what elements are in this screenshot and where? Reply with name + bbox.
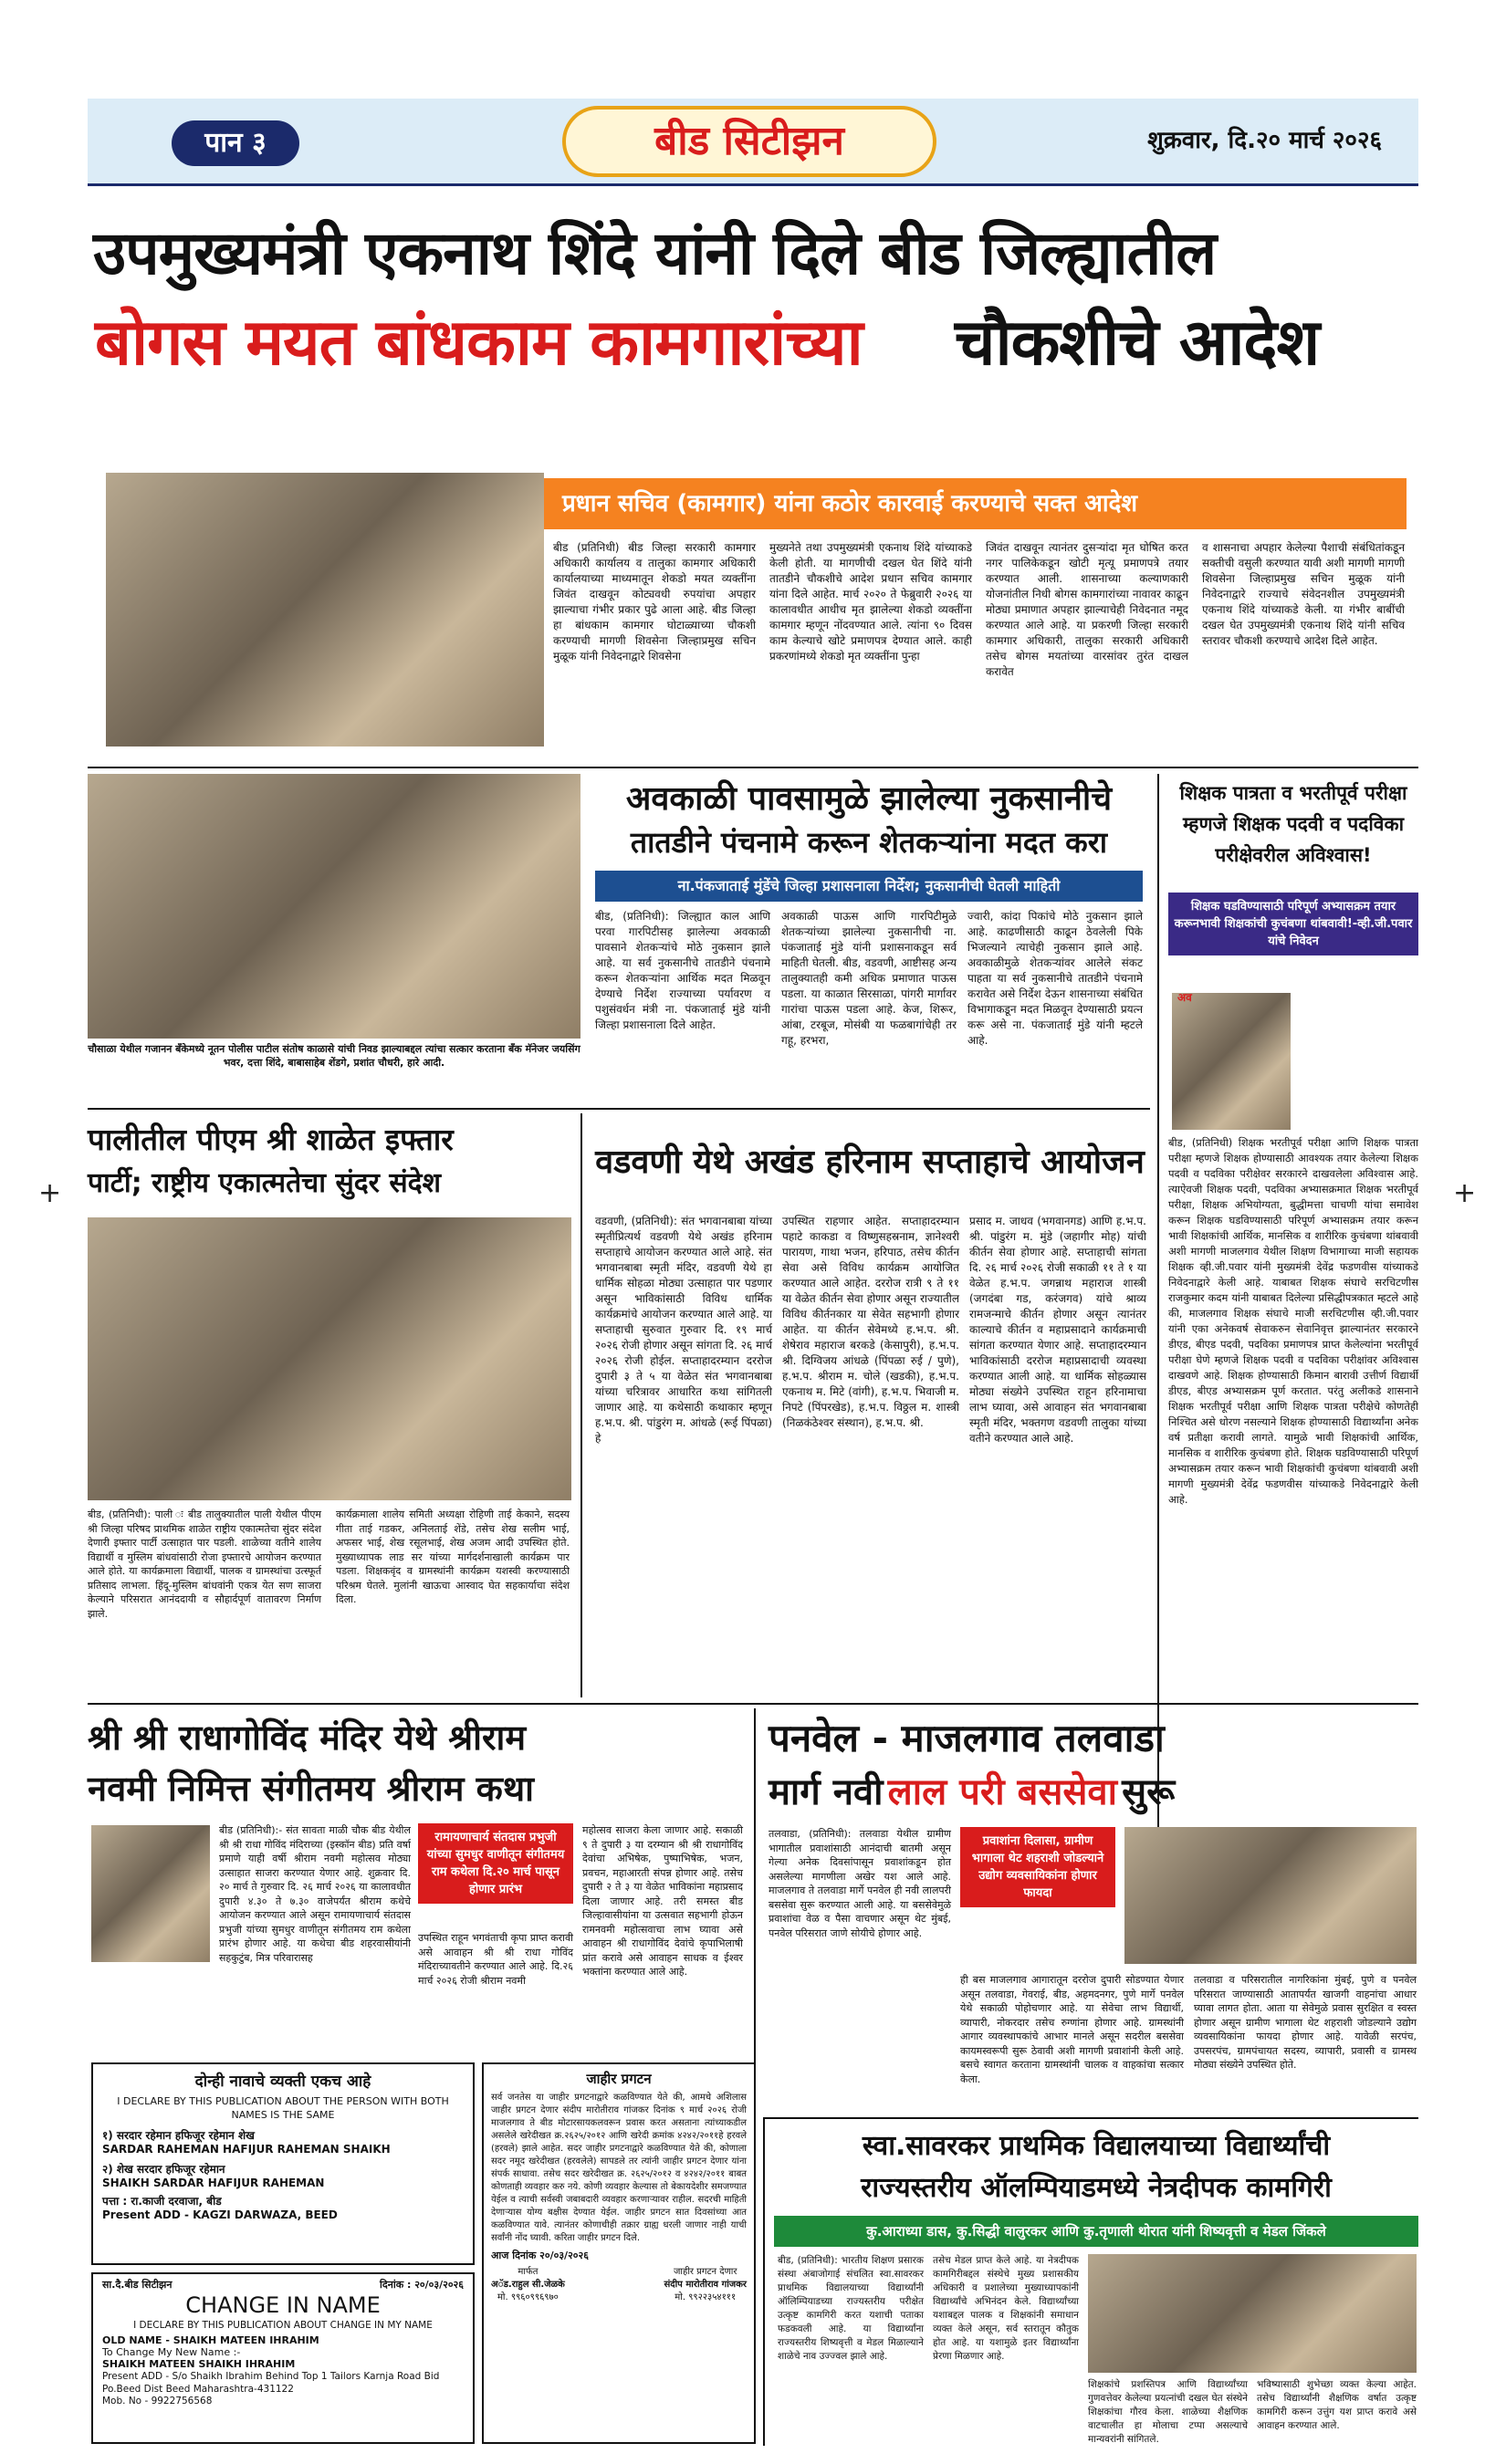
notice1-name1-label: १) सरदार रहेमान हफिजूर रहेमान शेख xyxy=(102,2129,255,2142)
savarkar-col-4: भविष्यासाठी शुभेच्छा व्यक्त केल्या आहेत. तसेच विद्यार्थ्यांनी शैक्षणिक वर्षात उत्कृष्ट कामगिरी करून उत्तुंग यश प्राप्त करावे असे आवाहन करण्यात आले. xyxy=(1257,2379,1417,2431)
notice2-header xyxy=(102,2278,464,2292)
notice1-name2-label: २) शेख सरदार हफिजूर रहेमान xyxy=(102,2163,225,2176)
rain-subhead: ना.पंकजाताई मुंडेंचे जिल्हा प्रशासनाला निर्देश; नुकसानीची घेतली माहिती xyxy=(595,871,1143,902)
notice-public-announcement xyxy=(482,2062,756,2444)
vadvani-story xyxy=(580,1113,1150,1697)
notice4-date: आज दिनांक २०/०३/२०२६ xyxy=(491,2250,589,2261)
notice4-sign1 xyxy=(491,2266,565,2304)
notice2-new: SHAIKH MATEEN SHAIKH IHRAHIM xyxy=(102,2358,296,2370)
notice4-sign1-label: मार्फत xyxy=(518,2267,539,2277)
savarkar-photo xyxy=(1088,2254,1417,2373)
savarkar-subhead: कु.आराध्या डास, कु.सिद्धी वालुरकर आणि कु.तृणाली थोरात यांनी शिष्यवृत्ती व मेडल जिंकले xyxy=(774,2216,1418,2247)
pali-col-1: बीड, (प्रतिनिधी): पाली ः बीड तालुक्यातील पाली येथील पीएम श्री जिल्हा परिषद प्राथमिक शाळेत राष्ट्रीय एकात्मतेचा सुंदर संदेश देणारी इफ्तार पार्टी उत्साहात पार पडली. शाळेच्या वतीने शालेय विद्यार्थी व मुस्लिम बांधवांसाठी रोजा इफ्तारचे आयोजन करण्यात आले होते. या कार्यक्रमाला विद्यार्थी, पालक व ग्रामस्थांचा उत्स्फूर्त प्रतिसाद लाभला. हिंदू-मुस्लिम बांधवांनी एकत्र येत सण साजरा केल्याने परिसरात आनंददायी व सौहार्दपूर्ण वातावरण निर्माण झाले. xyxy=(88,1509,321,1620)
notice-same-person xyxy=(91,2062,475,2265)
teacher-subhead: शिक्षक घडविण्यासाठी परिपूर्ण अभ्यासक्रम तयार करूनभावी शिक्षकांची कुचंबणा थांबवावी!-व्ही.जी.पवार यांचे निवेदन xyxy=(1168,893,1418,955)
notice-change-in-name xyxy=(91,2272,475,2444)
notice2-title: CHANGE IN NAME xyxy=(185,2292,381,2318)
notice2-declaration: I DECLARE BY THIS PUBLICATION ABOUT CHANGE IN MY NAME xyxy=(133,2320,433,2331)
lead-columns xyxy=(553,540,1407,750)
rain-col-3: ज्वारी, कांदा पिकांचे मोठे नुकसान झाले आहे. काढणीसाठी काढून ठेवलेली पिके भिजल्याने त्याचेही नुकसान झाले आहे. अवकाळीमुळे शेतकऱ्यांवर आलेले संकट पाहता या सर्व नुकसानीचे तातडीने पंचनामे करावेत असे निर्देश देऊन शासनाच्या संबंधित विभागाकडून मदत मिळवून देण्यासाठी प्रयत्न करू असे ना. पंकजाताई मुंडे यांनी म्हटले आहे. xyxy=(967,910,1143,1047)
panvel-col-2: ही बस माजलगाव आगारातून दररोज दुपारी सोडण्यात येणार असून तलवाडा, गेवराई, बीड, अहमदनगर, पुणे मार्गे पनवेल येथे सकाळी पोहोचणार आहे. या सेवेचा लाभ विद्यार्थी, व्यापारी, नोकरदार तसेच रुग्णांना होणार आहे. ग्रामस्थांनी आगार व्यवस्थापकांचे आभार मानले असून सदरील बससेवा कायमस्वरूपी सुरू ठेवावी अशी मागणी प्रवाशांनी केली आहे. बसचे स्वागत करताना ग्रामस्थांनी चालक व वाहकांचा सत्कार केला. xyxy=(960,1974,1184,2085)
teacher-photo xyxy=(1172,993,1291,1130)
lead-col-4: व शासनाचा अपहार केलेल्या पैशाची संबंधितांकडून सक्तीची वसुली करण्यात यावी अशी मागणी मागणी शिवसेना जिल्हाप्रमुख सचिन मुळूक यांनी निवेदनाद्वारे राज्याचे संवेदनशील उपमुख्यमंत्री एकनाथ शिंदे यांच्याकडे केली. या गंभीर बाबींची दखल घेत उपमुख्यमंत्री एकनाथ शिंदे यांनी सचिव स्तरावर चौकशी करण्याचे आदेश दिले आहेत. xyxy=(1202,541,1405,647)
lead-headline-line2b: चौकशीचे आदेश xyxy=(955,305,1320,380)
divider xyxy=(88,1703,1418,1705)
panvel-headline-line2b: लाल परी बससेवा xyxy=(887,1771,1118,1813)
panvel-headline-line2c: सुरू xyxy=(1122,1771,1176,1813)
panvel-photo xyxy=(1124,1827,1417,1964)
pali-headline-line1: पालीतील पीएम श्री शाळेत इफ्तार xyxy=(88,1122,454,1157)
page-label: पान ३ xyxy=(172,120,299,166)
notice4-sign2 xyxy=(664,2266,748,2304)
panvel-headline-line2 xyxy=(769,1767,1418,1818)
radha-col-2: उपस्थित राहून भगवंताची कृपा प्राप्त करावी असे आवाहन श्री श्री राधा गोविंद मंदिराच्यावतीने करण्यात आले आहे. दि.२६ मार्च २०२६ रोजी श्रीराम नवमी xyxy=(418,1932,573,1987)
notice4-body: सर्व जनतेस या जाहीर प्रगटनाद्वारे कळविण्यात येते की, आमचे अशिलास जाहीर प्रगटन देणार संदीप मारोतीराव गांजकर दिनांक ९ मार्च २०२६ रोजी माजलगाव ते बीड मोटारसायकलवरून प्रवास करत असताना त्यांच्याकडील असलेले खरेदीखत क्र.२६२५/२०१२ आणि खरेदी क्रमांक ४२४२/२०११हे हरवले (हरवले) झाले आहेत. सदर जाहीर प्रगटनाद्वारे कळविण्यात येते की, कोणाला सदर नमूद खरेदीखत (हरवलेले) सापडले तर त्यांनी जाहीर प्रगटन देणार यांना संपर्क साधावा. तसेच सदर खरेदीखत क्र. २६२५/२०१२ व ४२४२/२०११ बाबत कोणताही व्यवहार करु नये. कोणी व्यवहार केल्यास तो बेकायदेशीर समजण्यात येईल व त्याची सर्वस्वी जबाबदारी व्यवहार करणाऱ्यावर राहील. सदरची माहिती देणाऱ्यास योग्य बक्षीस देण्यात येईल. जाहीर प्रगटन सात दिवसांच्या आत कळविण्यात यावे. त्यानंतर कोणाचीही तक्रार ग्राह्य धरली जाणार नाही याची सर्वांनी नोंद घ्यावी. करिता जाहीर प्रगटन दिले. xyxy=(491,2093,747,2243)
rain-caption: चौसाळा येथील गजानन बँकेमध्ये नूतन पोलीस पाटील संतोष काळासे यांची निवड झाल्याबद्दल त्यांचा सत्कार करताना बँक मॅनेजर जयसिंग भवर, दत्ता शिंदे, बाबासाहेब शेंडगे, प्रशांत चौधरी, हारे आदी. xyxy=(88,1043,580,1069)
rain-headline-line1: अवकाळी पावसामुळे झालेल्या नुकसानीचे xyxy=(625,780,1113,818)
lead-headline-line2a: बोगस मयत बांधकाम कामगारांच्या xyxy=(95,305,863,380)
notice1-place: पत्ता : रा.काजी दरवाजा, बीड xyxy=(102,2195,222,2208)
vadvani-col-1: वडवणी, (प्रतिनिधी): संत भगवानबाबा यांच्या स्मृतीप्रित्यर्थ वडवणी येथे अखंड हरिनाम सप्ताहाचे आयोजन करण्यात आले आहे. संत भगवानबाबा स्मृती मंदिर, वडवणी येथे हा धार्मिक सोहळा मोठ्या उत्साहात पार पडणार असून भाविकांसाठी विविध धार्मिक कार्यक्रमांचे आयोजन करण्यात आले आहे. या सप्ताहाची सुरुवात गुरुवार दि. १९ मार्च २०२६ रोजी होणार असून सांगता दि. २६ मार्च २०२६ रोजी होईल. सप्ताहादरम्यान दररोज दुपारी ३ ते ५ या वेळेत संत भगवानबाबा यांच्या चरित्रावर आधारित कथा सांगितली जाणार आहे. या कथेसाठी कथाकार म्हणून ह.भ.प. श्री. पांडुरंग म. आंधळे (रूई पिंपळा) हे xyxy=(595,1215,772,1445)
notice2-new-label: To Change My New Name :- xyxy=(102,2346,241,2358)
notice4-sign2-name: संदीप मारोतीराव गांजकर xyxy=(664,2280,747,2290)
radha-headline-line1: श्री श्री राधागोविंद मंदिर येथे श्रीराम xyxy=(88,1717,527,1758)
teacher-body: बीड, (प्रतिनिधी) शिक्षक भरतीपूर्व परीक्षा आणि शिक्षक पात्रता परीक्षा म्हणजे शिक्षक होण्यासाठी आवश्यक तयार केलेल्या शिक्षक पदवी व पदविका परीक्षेवर सरकारने दाखवलेला अविश्वास आहे. त्याऐवजी शिक्षक पदवी, पदविका अभ्यासक्रमात शिक्षक भरतीपूर्व परीक्षा, शिक्षक अभियोग्यता, बुद्धीमत्ता चाचणी यांचा समावेश करून शिक्षक घडविण्यासाठी परिपूर्ण अभ्यासक्रम तयार करून भावी शिक्षकांची आर्थिक, मानसिक व शारीरिक कुचंबणा थांबवावी अशी मागणी माजलगाव येथील शिक्षण विभागाच्या माजी सहायक शिक्षक व्ही.जी.पवार यांनी मुख्यमंत्री देवेंद्र फडणवीस यांच्याकडे निवेदनाद्वारे केली आहे. याबाबत शिक्षक संघाचे सरचिटणीस राजकुमार कदम यांनी याबाबत दिलेल्या प्रसिद्धीपत्रकात म्हटले आहे की, माजलगाव शिक्षक संघाचे माजी सरचिटणीस व्ही.जी.पवार यांनी एका अनेकवर्ष सेवाकरुन सेवानिवृत्त झाल्यानंतर सरकारने डीएड, बीएड पदवी, पदविका प्रमाणपत्र प्राप्त केलेल्यांना भरतीपूर्व परीक्षा घेणे म्हणजे शिक्षक पदवी व पदविका परीक्षांवर अविश्वास दाखवणे आहे. शिक्षक होण्यासाठी किमान बारावी उत्तीर्ण विद्यार्थी डीएड, बीएड अभ्यासक्रम पूर्ण करतात. परंतु अलीकडे शासनाने शिक्षक भरतीपूर्व परीक्षा आणि शिक्षक पात्रता परीक्षेचे कोणतेही निश्चित असे धोरण नसल्याने शिक्षक होण्यासाठी विद्यार्थ्यांना अनेक वर्ष प्रतीक्षा करावी लागते. यामुळे भावी शिक्षकांची आर्थिक, मानसिक व शारीरिक कुचंबणा होते. शिक्षक घडविण्यासाठी परिपूर्ण अभ्यासक्रम तयार करून भावी शिक्षकांची कुचंबणा थांबवावी अशी मागणी मुख्यमंत्री देवेंद्र फडणवीस यांच्याकडे निवेदनाद्वारे केली आहे. xyxy=(1168,1136,1418,1506)
pali-headline-line2: पार्टी; राष्ट्रीय एकात्मतेचा सुंदर संदेश xyxy=(88,1167,441,1199)
pali-photo xyxy=(88,1217,571,1500)
vadvani-col-2: उपस्थित राहणार आहेत. सप्ताहादरम्यान पहाटे काकडा व विष्णुसहस्रनाम, ज्ञानेश्वरी पारायण, गाथा भजन, हरिपाठ, तसेच कीर्तन सेवा असे विविध कार्यक्रम आयोजित करण्यात आले आहेत. दररोज रात्री ९ ते ११ या वेळेत कीर्तन सेवा होणार असून राज्यातील विविध कीर्तनकार या सेवेत सहभागी होणार आहेत. या कीर्तन सेवेमध्ये ह.भ.प. श्री. शेषेराव महाराज बरकडे (केसापुरी), ह.भ.प. श्री. दिग्विजय आंधळे (पिंपळा रुई / पुणे), ह.भ.प. श्रीराम म. चोले (खडकी), ह.भ.प. एकनाथ म. मिटे (वांगी), ह.भ.प. भिवाजी म. निपटे (पिंपरखेड), ह.भ.प. विठ्ठल म. शास्त्री (निळकंठेश्वर संस्थान), ह.भ.प. श्री. xyxy=(782,1215,959,1429)
notice1-name1: SARDAR RAHEMAN HAFIJUR RAHEMAN SHAIKH xyxy=(102,2143,391,2156)
divider xyxy=(88,767,1418,768)
teacher-photo-label: अव xyxy=(1177,991,1192,1004)
panvel-col-3: तलवाडा व परिसरातील नागरिकांना मुंबई, पुणे व पनवेल परिसरात जाण्यासाठी आतापर्यंत खाजगी वाहनांचा आधार घ्यावा लागत होता. आता या सेवेमुळे प्रवास सुरक्षित व स्वस्त होणार असून ग्रामीण भागाला थेट शहराशी जोडल्याने उद्योग व्यवसायिकांना फायदा होणार आहे. यावेळी सरपंच, उपसरपंच, ग्रामपंचायत सदस्य, व्यापारी, प्रवासी व ग्रामस्थ मोठ्या संख्येने उपस्थित होते. xyxy=(1194,1974,1417,2071)
radha-col-3: महोत्सव साजरा केला जाणार आहे. सकाळी ९ ते दुपारी ३ या दरम्यान श्री श्री राधागोविंद देवांचा अभिषेक, पुष्पाभिषेक, भजन, प्रवचन, महाआरती संपन्न होणार आहे. तसेच दुपारी २ ते ३ या वेळेत भाविकांना महाप्रसाद दिला जाणार आहे. तरी समस्त बीड जिल्हावासीयांना या उत्सवात सहभागी होऊन रामनवमी महोत्सवाचा लाभ घ्यावा असे आवाहन श्री राधागोविंद देवांचे कृपाभिलाषी प्रांत करावे असे आवाहन साधक व ईश्वर भक्तांना करण्यात आले आहे. xyxy=(582,1824,743,1978)
notice1-address: Present ADD - KAGZI DARWAZA, BEED xyxy=(102,2208,338,2221)
lead-headline-line1: उपमुख्यमंत्री एकनाथ शिंदे यांनी दिले बीड जिल्ह्यातील xyxy=(93,218,1217,288)
savarkar-col-1: बीड, (प्रतिनिधी): भारतीय शिक्षण प्रसारक संस्था अंबाजोगाई संचलित स्वा.सावरकर प्राथमिक विद्यालयाच्या विद्यार्थ्यांनी ऑलिम्पियाडच्या राज्यस्तरीय परीक्षेत उत्कृष्ट कामगिरी करत यशाची पताका फडकवली आहे. या विद्यार्थ्यांना राज्यस्तरीय शिष्यवृत्ती व मेडल मिळाल्याने शाळेचे नाव उज्ज्वल झाले आहे. xyxy=(778,2255,924,2362)
registration-mark-left: + xyxy=(38,1177,62,1209)
radha-col-1: बीड (प्रतिनिधी):- संत सावता माळी चौक बीड येथील श्री श्री राधा गोविंद मंदिराच्या (इस्कॉन बीड) प्रति वर्षा प्रमाणे याही वर्षी श्रीराम नवमी महोत्सव मोठ्या उत्साहात साजरा करण्यात येणार आहे. शुक्रवार दि. २० मार्च ते गुरुवार दि. २६ मार्च २०२६ या कालावधीत दुपारी ४.३० ते ७.३० वाजेपर्यंत श्रीराम कथेचे आयोजन करण्यात आले असून रामायणाचार्य संतदास प्रभुजी यांच्या सुमधुर वाणीतून संगीतमय राम कथेला प्रारंभ होणार आहे. या कथेचा बीड शहरवासीयांनी सहकुटुंब, मित्र परिवारासह xyxy=(219,1824,411,1964)
radha-story xyxy=(88,1708,745,2055)
notice2-mobile: Mob. No - 9922756568 xyxy=(102,2396,213,2407)
savarkar-col-3: शिक्षकांचे प्रशस्तिपत्र आणि विद्यार्थ्यांच्या गुणवत्तेवर केलेल्या प्रयत्नांची दखल घेत संस्थेने शिक्षकांचा गौरव केला. शाळेच्या शैक्षणिक वाटचालीत हा मोलाचा टप्पा असल्याचे मान्यवरांनी सांगितले. xyxy=(1088,2379,1248,2445)
panvel-headline-line2a: मार्ग नवी xyxy=(769,1771,884,1813)
panvel-headline-line1: पनवेल - माजलगाव तलवाडा xyxy=(769,1716,1165,1760)
masthead xyxy=(88,99,1418,186)
notice2-old: OLD NAME - SHAIKH MATEEN IHRAHIM xyxy=(102,2334,319,2346)
notice4-sign2-label: जाहीर प्रगटन देणार xyxy=(674,2267,737,2277)
notice4-sign2-phone: मो. ९९२२३५४१११ xyxy=(675,2292,737,2302)
notice1-title: दोन्ही नावाचे व्यक्ती एकच आहे xyxy=(194,2072,371,2091)
rain-col-1: बीड, (प्रतिनिधी): जिल्ह्यात काल आणि परवा गारपिटीसह झालेल्या अवकाळी पावसाने शेतकऱ्यांचे मोठे नुकसान झाले आहे. या सर्व नुकसानीचे तातडीने पंचनामे करून शेतकऱ्यांना आर्थिक मदत मिळवून देण्याचे निर्देश राज्याच्या पर्यावरण व पशुसंवर्धन मंत्री ना. पंकजाताई मुंडे यांनी जिल्हा प्रशासनाला दिले आहेत. xyxy=(595,910,770,1031)
vadvani-col-3: प्रसाद म. जाधव (भगवानगड) आणि ह.भ.प. श्री. पांडुरंग म. मुंडे (जहागीर मोह) यांची कीर्तन सेवा होणार आहे. सप्ताहाची सांगता दि. २६ मार्च २०२६ रोजी सकाळी ११ ते १ या वेळेत ह.भ.प. जगन्नाथ महाराज शास्त्री (जगदंबा गड, करंजगव) यांचे श्राव्य रामजन्माचे कीर्तन होणार असून त्यानंतर काल्याचे कीर्तन व महाप्रसादाने कार्यक्रमाची सांगता करण्यात येणार आहे. सप्ताहादरम्यान भाविकांसाठी दररोज महाप्रसादाची व्यवस्था करण्यात आली आहे. या धार्मिक सोहळ्यास मोठ्या संख्येने उपस्थित राहून हरिनामाचा लाभ घ्यावा, असे आवाहन संत भगवानबाबा स्मृती मंदिर, भक्तगण वडवणी तालुका यांच्या वतीने करण्यात आले आहे. xyxy=(969,1215,1146,1445)
panvel-col-1: तलवाडा, (प्रतिनिधी): तलवाडा येथील ग्रामीण भागातील प्रवाशांसाठी आनंदाची बातमी असून गेल्या अनेक दिवसांपासून प्रवाशांकडून होत असलेल्या मागणीला अखेर यश आले आहे. माजलगाव ते तलवाडा मार्गे पनवेल ही नवी लालपरी बससेवा सुरू करण्यात आली आहे. या बससेवेमुळे प्रवाशांचा वेळ व पैसा वाचणार असून थेट मुंबई, पनवेल परिसरात जाणे सोयीचे होणार आहे. xyxy=(769,1828,951,1939)
notice4-sign1-name: अॅड.राहुल सी.जेळके xyxy=(491,2280,565,2290)
lead-story xyxy=(88,203,1418,759)
notice2-date: दिनांक : २०/०३/२०२६ xyxy=(380,2279,464,2291)
notice2-issue: सा.दै.बीड सिटीझन xyxy=(102,2279,173,2291)
rain-photo xyxy=(88,774,580,1039)
lead-col-1: बीड (प्रतिनिधी) बीड जिल्हा सरकारी कामगार अधिकारी कार्यालय व तालुका कामगार अधिकारी कार्यालयाच्या माध्यमातून शेकडो मयत व्यक्तींना जिवंत दाखवून कोट्यवधी रुपयांचा अपहार झाल्याचा गंभीर प्रकार पुढे आला आहे. बीड जिल्हा हा बांधकाम कामगार घोटाळ्याच्या चौकशी करण्याची मागणी शिवसेना जिल्हाप्रमुख सचिन मुळूक यांनी निवेदनाद्वारे शिवसेना xyxy=(553,541,756,663)
lead-subhead: प्रधान सचिव (कामगार) यांना कठोर कारवाई करण्याचे सक्त आदेश xyxy=(544,478,1407,529)
notice4-sign1-phone: मो. ९९६०९९६९७० xyxy=(497,2292,559,2302)
rain-col-2: अवकाळी पाऊस आणि गारपिटीमुळे शेतकऱ्यांच्या झालेल्या नुकसानीची ना. पंकजाताई मुंडे यांनी प्रशासनाकडून सर्व माहिती घेतली. बीड, वडवणी, आष्टीसह अन्य तालुक्यातही कमी अधिक प्रमाणात पाऊस पडला. या काळात सिरसाळा, पांगरी मार्गावर गारांचा पाऊस पडला आहे. केज, शिरूर, आंबा, टरबूज, मोसंबी या फळबागांचेही तर गहू, हरभरा, xyxy=(781,910,957,1047)
pali-story xyxy=(88,1113,571,1697)
paper-name: बीड सिटीझन xyxy=(562,106,936,177)
savarkar-headline-line1: स्वा.सावरकर प्राथमिक विद्यालयाच्या विद्यार्थ्यांची xyxy=(862,2130,1331,2162)
radha-callout: रामायणाचार्य संतदास प्रभुजी यांच्या सुमधुर वाणीतून संगीतमय राम कथेला दि.२० मार्च पासून होणार प्रारंभ xyxy=(418,1823,573,1904)
pali-col-2: कार्यक्रमाला शालेय समिती अध्यक्षा रोहिणी ताई केकाने, सदस्य गीता ताई गडकर, अनिलताई शेंडे, तसेच शेख सलीम भाई, अफसर भाई, शेख रसूलभाई, शेख अजम आदी उपस्थित होते. मुख्याध्यापक लाड सर यांच्या मार्गदर्शनाखाली कार्यक्रम पार पडला. शिक्षकवृंद व ग्रामस्थांनी कार्यक्रम यशस्वी करण्यासाठी परिश्रम घेतले. मुलांनी खाऊचा आस्वाद घेत सहकार्याचा संदेश दिला. xyxy=(336,1509,570,1605)
issue-date: शुक्रवार, दि.२० मार्च २०२६ xyxy=(1147,127,1382,154)
savarkar-col-2: तसेच मेडल प्राप्त केले आहे. या नेत्रदीपक कामगिरीबद्दल संस्थेचे मुख्य प्रशासकीय अधिकारी व प्रशालेच्या मुख्याध्यापकांनी विद्यार्थ्यांचे अभिनंदन केले. विद्यार्थ्यांच्या यशाबद्दल पालक व शिक्षकांनी समाधान व्यक्त केले असून, सर्व स्तरातून कौतुक होत आहे. या यशामुळे इतर विद्यार्थ्यांना प्रेरणा मिळणार आहे. xyxy=(933,2255,1079,2362)
radha-photo xyxy=(91,1825,210,1962)
notice1-name2: SHAIKH SARDAR HAFIJUR RAHEMAN xyxy=(102,2177,325,2189)
savarkar-headline-line2: राज्यस्तरीय ऑलम्पियाडमध्ये नेत्रदीपक कामगिरी xyxy=(861,2172,1332,2204)
panvel-callout: प्रवाशांना दिलासा, ग्रामीण भागाला थेट शहराशी जोडल्याने उद्योग व्यवसायिकांना होणार फायदा xyxy=(960,1827,1115,1907)
notice4-title: जाहीर प्रगटन xyxy=(586,2071,652,2087)
radha-headline-line2: नवमी निमित्त संगीतमय श्रीराम कथा xyxy=(88,1769,534,1809)
lead-col-3: जिवंत दाखवून त्यानंतर दुसऱ्यांदा मृत घोषित करत नगर पालिकेकडून खोटी मृत्यू प्रमाणपत्रे तयार करण्यात आली. शासनाच्या कल्याणकारी योजनांतील निधी बोगस कामगारांच्या नावावर काढून मोठ्या प्रमाणात अपहार झाल्याचेही निवेदनात नमूद करण्यात आले आहे. या प्रकरणी जिल्हा सरकारी कामगार अधिकारी, तालुका सरकारी अधिकारी तसेच बोगस मयतांच्या वारसांवर तुरंत दाखल करावेत xyxy=(986,541,1188,678)
lead-photo xyxy=(106,473,544,747)
notice4-signatures xyxy=(491,2266,747,2304)
notice2-address: Present ADD - S/o Shaikh Ibrahim Behind Top 1 Tailors Karnja Road Bid Po.Beed Dist Beed Maharashtra-431122 xyxy=(102,2371,440,2395)
savarkar-story xyxy=(763,2117,1418,2446)
panvel-story xyxy=(754,1708,1418,2110)
divider xyxy=(88,1108,1150,1110)
teacher-headline: शिक्षक पात्रता व भरतीपूर्व परीक्षा म्हणजे शिक्षक पदवी व पदविका परीक्षेवरील अविश्वास! xyxy=(1179,782,1407,866)
lead-col-2: मुख्यनेते तथा उपमुख्यमंत्री एकनाथ शिंदे यांच्याकडे केली होती. या मागणीची दखल घेत शिंदे यांनी तातडीने चौकशीचे आदेश प्रधान सचिव कामगार यांना दिले आहेत. मार्च २०२० ते फेब्रुवारी २०२६ या कालावधीत आधीच मृत झालेल्या शेकडो व्यक्तींना कामगार म्हणून नोंदवण्यात आले. त्यांना ९० दिवस काम केल्याचे खोटे प्रमाणपत्र देण्यात आले. काही प्रकरणांमध्ये शेकडो मृत व्यक्तींना पुन्हा xyxy=(769,541,972,663)
rain-story xyxy=(88,774,1150,1102)
notice1-declaration: I DECLARE BY THIS PUBLICATION ABOUT THE PERSON WITH BOTH NAMES IS THE SAME xyxy=(117,2095,449,2121)
vadvani-headline: वडवणी येथे अखंड हरिनाम सप्ताहाचे आयोजन xyxy=(595,1143,1145,1181)
registration-mark-right: + xyxy=(1453,1177,1477,1209)
rain-headline-line2: तातडीने पंचनामे करून शेतकऱ्यांना मदत करा xyxy=(630,825,1108,860)
